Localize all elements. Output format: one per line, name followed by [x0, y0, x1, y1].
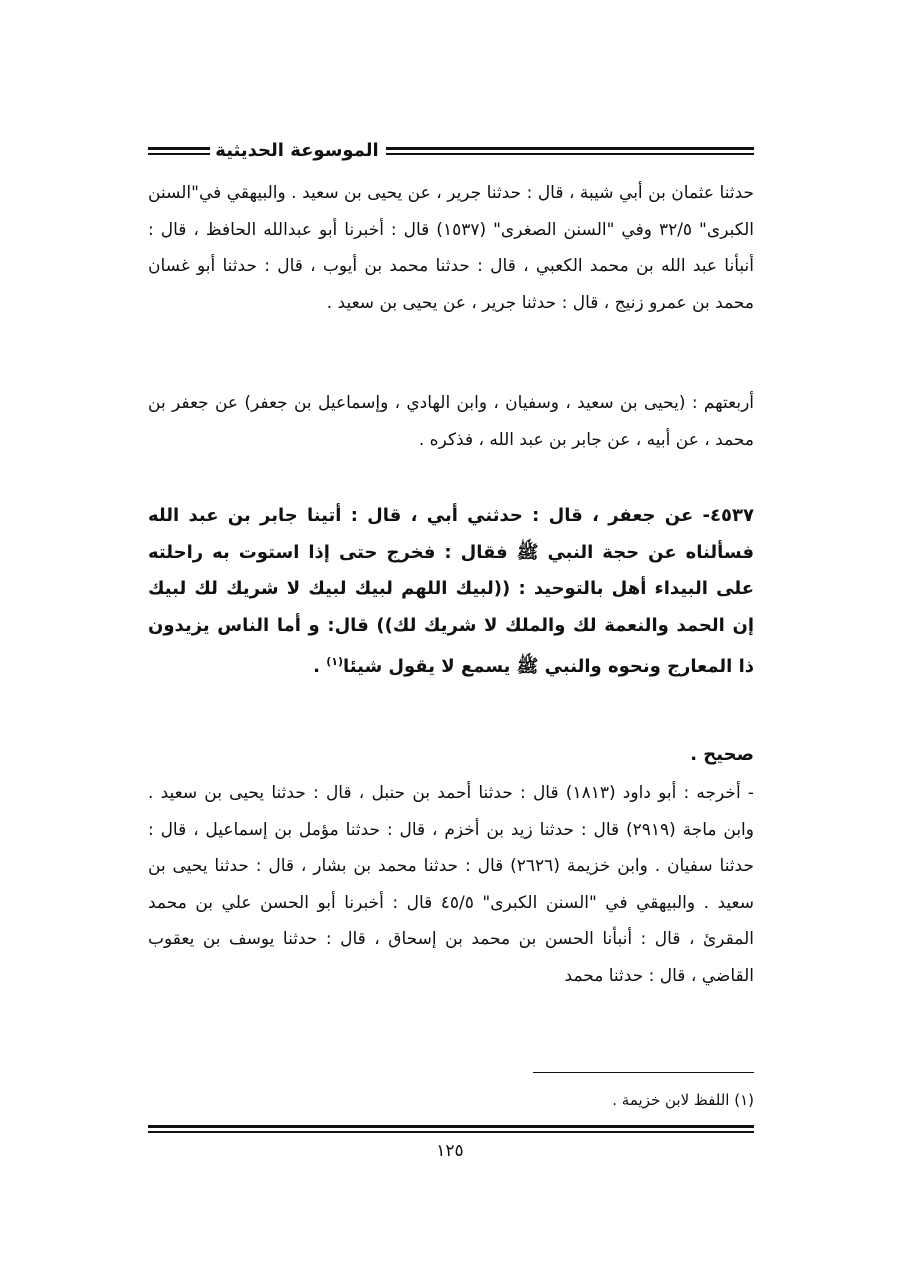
footnote-reference: (١) — [326, 655, 343, 668]
hadith-body: ٤٥٣٧- عن جعفر ، قال : حدثني أبي ، قال : أتينا جابر بن عبد الله فسألناه عن حجة النبي ﷺ فقال : فخرج حتى إذا استوت به راحلته على البيداء أهل بالتوحيد : ((لبيك اللهم لبيك لبيك لا شريك لك لبيك إن الحمد والنعمة لك والملك لا شريك لك)) قال: و أما الناس يزيدون ذا المعارج ونحوه والنبي ﷺ يسمع لا يقول شيئا — [148, 505, 754, 677]
summary-paragraph: أربعتهم : (يحيى بن سعيد ، وسفيان ، وابن الهادي ، وإسماعيل بن جعفر) عن جعفر بن محمد ، عن أبيه ، عن جابر بن عبد الله ، فذكره . — [148, 393, 754, 450]
chain-paragraph: حدثنا عثمان بن أبي شيبة ، قال : حدثنا جرير ، عن يحيى بن سعيد . والبيهقي في"السنن الكبرى" ٣٢/٥ وفي "السنن الصغرى" (١٥٣٧) قال : أخبرنا أبو عبدالله الحافظ ، قال : أنبأنا عبد الله بن محمد الكعبي ، قال : حدثنا محمد بن أيوب ، قال : حدثنا أبو غسان محمد بن عمرو زنيج ، قال : حدثنا جرير ، عن يحيى بن سعيد . — [148, 183, 754, 313]
running-header — [148, 139, 754, 169]
header-title: الموسوعة الحديثية — [215, 140, 379, 161]
header-rule-right — [386, 147, 754, 155]
hadith-text — [148, 498, 754, 686]
footer-rule-thick — [148, 1125, 754, 1128]
footnote-separator — [533, 1072, 754, 1073]
footer-rule-thin — [148, 1131, 754, 1133]
page-number: ١٢٥ — [436, 1141, 464, 1161]
hadith-end: . — [313, 656, 327, 677]
hadith-grade: صحيح . — [690, 744, 754, 765]
takhrij-paragraph: - أخرجه : أبو داود (١٨١٣) قال : حدثنا أحمد بن حنبل ، قال : حدثنا يحيى بن سعيد . وابن ماجة (٢٩١٩) قال : حدثنا زيد بن أخزم ، قال : حدثنا مؤمل بن إسماعيل ، قال : حدثنا سفيان . وابن خزيمة (٢٦٢٦) قال : حدثنا محمد بن بشار ، قال : حدثنا يحيى بن سعيد . والبيهقي في "السنن الكبرى" ٤٥/٥ قال : أخبرنا أبو الحسن علي بن محمد المقرئ ، قال : أنبأنا الحسن بن محمد بن إسحاق ، قال : حدثنا يوسف بن يعقوب القاضي ، قال : حدثنا محمد — [148, 783, 754, 986]
header-rule-left — [148, 147, 210, 155]
footnote: (١) اللفظ لابن خزيمة . — [612, 1091, 754, 1109]
